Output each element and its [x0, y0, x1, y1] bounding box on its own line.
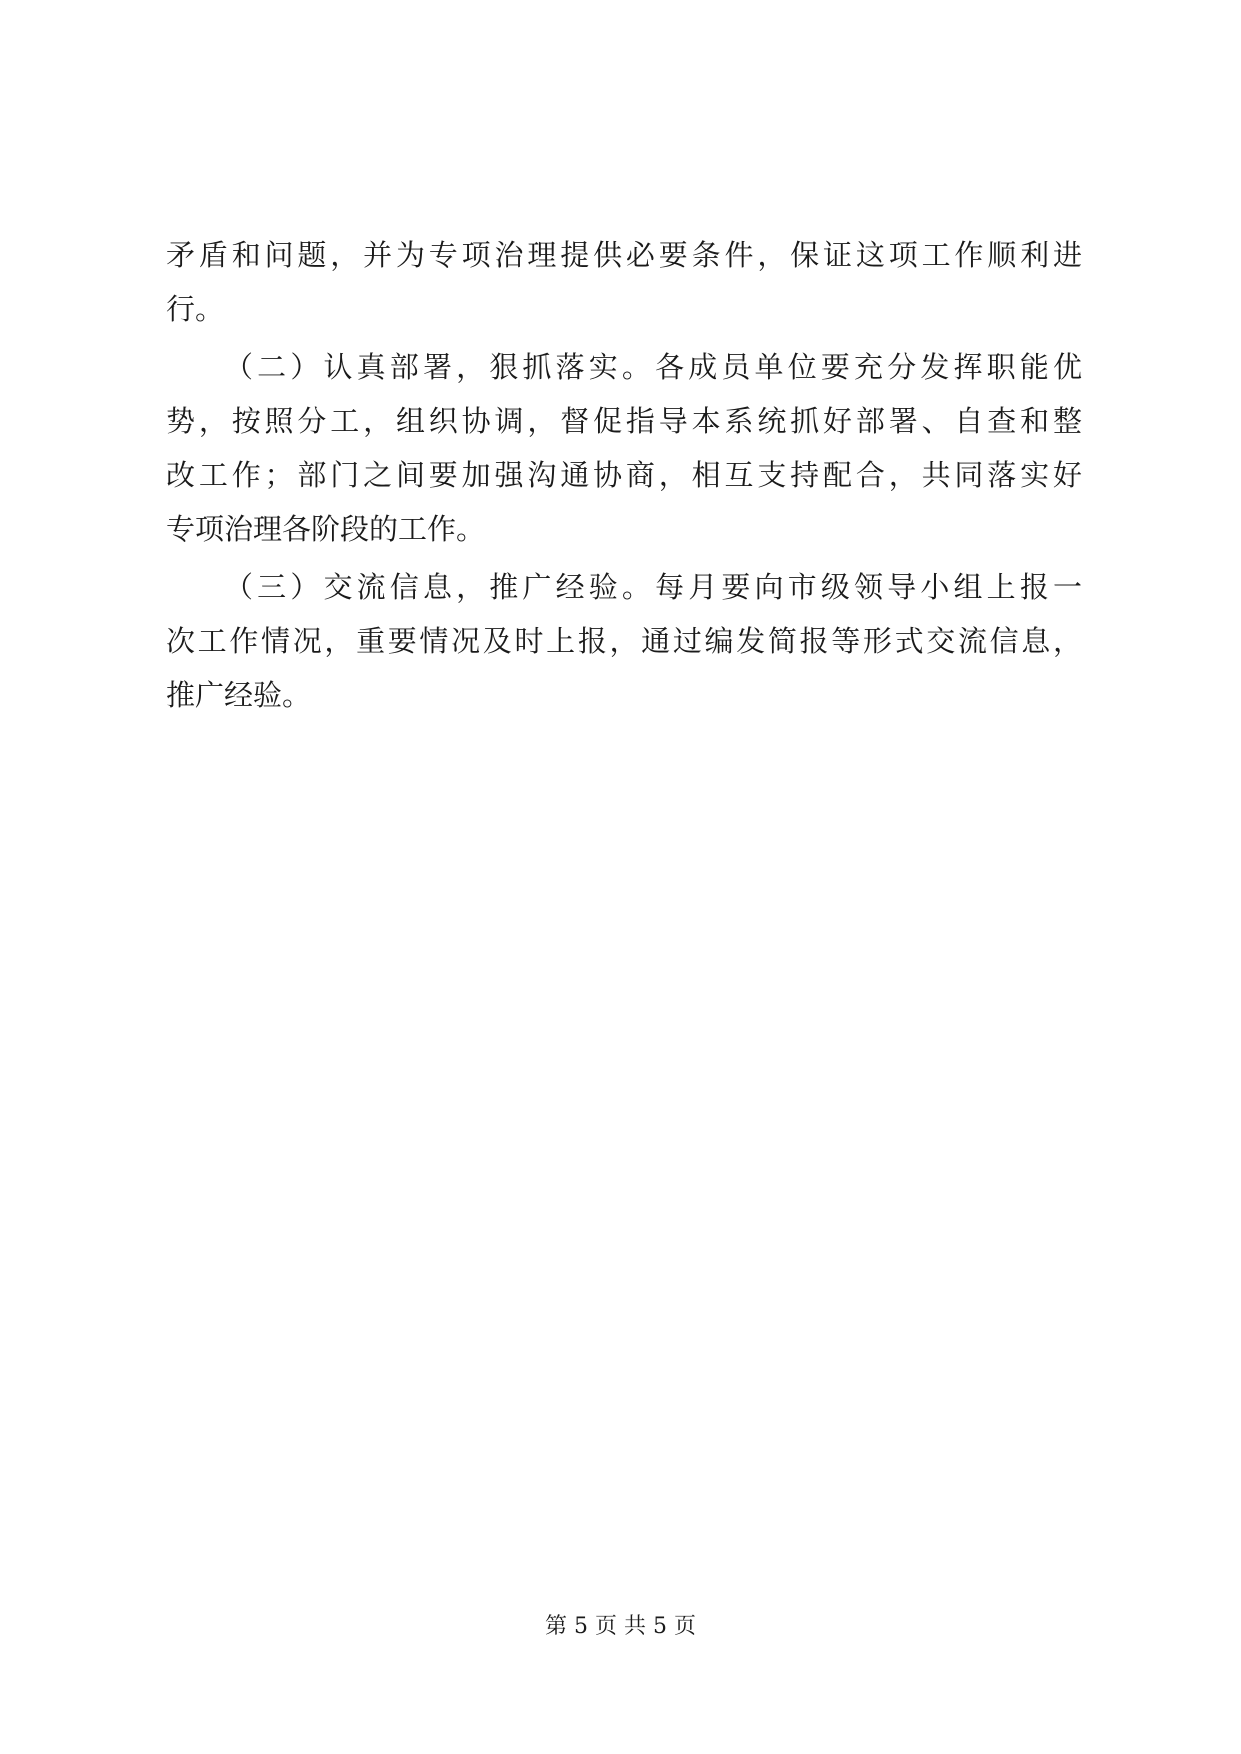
paragraph-continuation: [166, 228, 1082, 336]
text-line: （二）认真部署，狠抓落实。各成员单位要充分发挥职能优: [224, 350, 1082, 384]
paragraph-section-2: [166, 340, 1082, 556]
paragraph-section-3: [166, 560, 1082, 722]
page-number: 第 5 页 共 5 页: [545, 1614, 696, 1639]
text-line: 推广经验。: [166, 678, 312, 712]
text-line: （三）交流信息，推广经验。每月要向市级领导小组上报一: [224, 570, 1082, 604]
document-body: [166, 228, 1082, 722]
text-line: 矛盾和问题，并为专项治理提供必要条件，保证这项工作顺利进: [166, 238, 1082, 272]
text-line: 改工作；部门之间要加强沟通协商，相互支持配合，共同落实好: [166, 458, 1082, 492]
text-line: 势，按照分工，组织协调，督促指导本系统抓好部署、自查和整: [166, 404, 1082, 438]
text-line: 行。: [166, 292, 225, 326]
page-footer: [0, 1612, 1241, 1642]
text-line: 专项治理各阶段的工作。: [166, 512, 486, 546]
text-line: 次工作情况，重要情况及时上报，通过编发简报等形式交流信息，: [166, 624, 1082, 658]
